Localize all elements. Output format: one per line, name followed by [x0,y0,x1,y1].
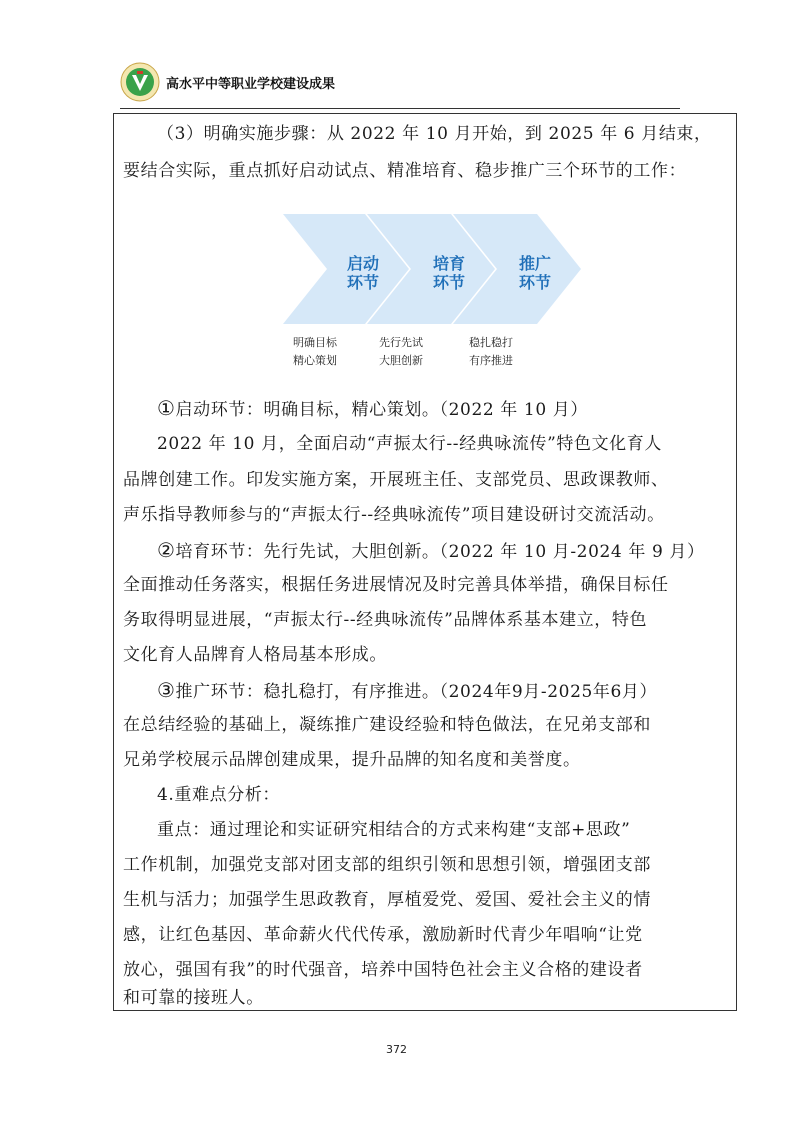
stage-promote-desc-1: 稳扎稳打 [469,336,513,349]
chevron-start-label [333,254,393,292]
chevron-start-title-2: 环节 [346,273,379,292]
step3-heading [123,674,729,708]
stage-start-desc [275,334,355,370]
step1-heading-text: 启动环节：明确目标，精心策划。（2022 年 10 月） [175,400,588,420]
stage-cultivate-desc-2: 大胆创新 [379,354,423,367]
section3-line2: 要结合实际，重点抓好启动试点、精准培育、稳步推广三个环节的工作： [123,161,687,181]
step3-body-1: 在总结经验的基础上，凝练推广建设经验和特色做法，在兄弟支部和 [123,715,651,735]
step3-heading-text: 推广环节：稳扎稳打，有序推进。（2024年9月-2025年6月） [175,682,658,702]
page-header [120,62,680,106]
step1-marker: ① [157,396,176,420]
chevron-promote-title-1: 推广 [518,254,551,273]
header-divider [120,108,680,109]
chevron-promote-title-2: 环节 [518,273,551,292]
stage-promote-desc [451,334,531,370]
step2-heading-text: 培育环节：先行先试，大胆创新。（2022 年 10 月-2024 年 9 月） [175,542,705,562]
step2-body-2: 务取得明显进展，“声振太行--经典咏流传”品牌体系基本建立，特色 [123,610,648,630]
section4-body-4: 感，让红色基因、革命薪火代代传承，激励新时代青少年唱响“让党 [123,925,643,945]
section4-heading: 4.重难点分析： [157,785,281,805]
stage-cultivate-desc [361,334,441,370]
step2-heading [123,534,729,568]
step2-marker: ② [157,538,176,562]
section3-line1: （3）明确实施步骤：从 2022 年 10 月开始，到 2025 年 6 月结束， [157,124,712,144]
stage-cultivate-desc-1: 先行先试 [379,336,423,349]
step1-heading [123,392,729,426]
section4-body-1: 重点：通过理论和实证研究相结合的方式来构建“支部+思政” [157,820,631,840]
section4-body-5: 放心，强国有我”的时代强音，培养中国特色社会主义合格的建设者 [123,960,643,980]
step1-body-1: 2022 年 10 月，全面启动“声振太行--经典咏流传”特色文化育人 [157,434,662,454]
stage-promote-desc-2: 有序推进 [469,354,513,367]
school-title: 高水平中等职业学校建设成果 [166,77,336,92]
section4-body-3: 生机与活力；加强学生思政教育，厚植爱党、爱国、爱社会主义的情 [123,890,651,910]
chevron-cultivate-title-1: 培育 [432,254,465,273]
school-logo-icon [120,62,160,102]
stage-start-desc-2: 精心策划 [293,354,337,367]
step2-body-3: 文化育人品牌育人格局基本形成。 [123,645,387,665]
step1-body-2: 品牌创建工作。印发实施方案，开展班主任、支部党员、思政课教师、 [123,470,669,490]
page-number: 372 [386,1043,407,1056]
step1-body-3: 声乐指导教师参与的“声振太行--经典咏流传”项目建设研讨交流活动。 [123,505,665,525]
chevron-cultivate-label [419,254,479,292]
section4-body-2: 工作机制，加强党支部对团支部的组织引领和思想引领，增强团支部 [123,855,651,875]
section4-body-6: 和可靠的接班人。 [123,988,264,1008]
step3-body-2: 兄弟学校展示品牌创建成果，提升品牌的知名度和美誉度。 [123,750,581,770]
step3-marker: ③ [157,678,176,702]
stage-start-desc-1: 明确目标 [293,336,337,349]
stage-diagram [283,214,593,367]
chevron-promote-label [505,254,565,292]
chevron-start-title-1: 启动 [346,254,379,273]
step2-body-1: 全面推动任务落实，根据任务进展情况及时完善具体举措，确保目标任 [123,575,669,595]
chevron-cultivate-title-2: 环节 [432,273,465,292]
